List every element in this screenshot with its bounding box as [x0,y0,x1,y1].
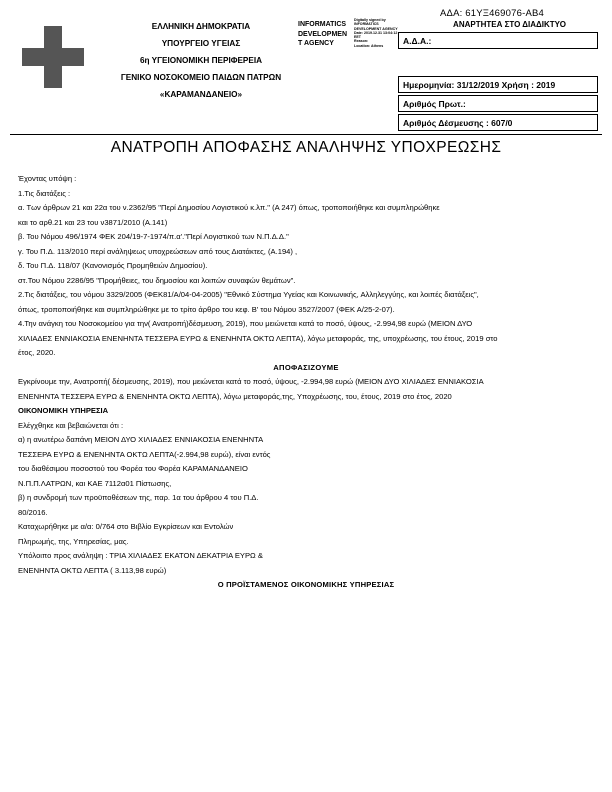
financial-line-2: α) η ανωτέρω δαπάνη ΜΕΙΟΝ ΔΥΟ ΧΙΛΙΑΔΕΣ ΕΝΝΙΑΚΟΣΙΑ ΕΝΕΝΗΝΤΑ [18,435,264,444]
ada-code-text: ΑΔΑ: 61ΥΞ469076-ΑΒ4 [440,8,544,19]
sig-line-1: Digitally signed by [354,18,386,22]
sig-line-5: EET [354,35,361,40]
document-body [18,172,594,593]
agency-line-2: DEVELOPMEN [298,30,348,38]
sig-line-4: Date: 2019.12.31 13:04:12 [354,30,398,35]
financial-line-4: του διαθέσιμου ποσοστού του Φορέα του Φορέα ΚΑΡΑΜΑΝΔΑΝΕΙΟ [18,464,248,473]
ada-field-box: Α.Δ.Α.: [398,32,598,49]
clause-1d: δ. Του Π.Δ. 118/07 (Κανονισμός Προμηθειών Δημοσίου). [18,261,208,270]
clause-4: 4.Την ανάγκη του Νοσοκομείου για την( Ανατροπή)δέσμευση, 2019), που μειώνεται κατά το ποσό, ύψους, -2.994,98 ευρώ (ΜΕΙΟΝ ΔΥΟ [18,319,473,328]
decision-heading: ΑΠΟΦΑΣΙΖΟΥΜΕ [273,362,339,372]
digital-signature-details [354,18,404,48]
document-header [14,18,398,118]
organization-block [106,18,296,103]
financial-line-9: Πληρωμής, της, Υπηρεσίας, μας. [18,536,129,546]
page-title: ΑΝΑΤΡΟΠΗ ΑΠΟΦΑΣΗΣ ΑΝΑΛΗΨΗΣ ΥΠΟΧΡΕΩΣΗΣ [110,139,502,156]
protocol-field-box: Αριθμός Πρωτ.: [398,95,598,112]
header-divider [10,134,602,135]
org-line-5: «ΚΑΡΑΜΑΝΔΑΝΕΙΟ» [159,90,243,99]
sig-line-6: Reason: [354,39,369,44]
signature-title: Ο ΠΡΟΪΣΤΑΜΕΝΟΣ ΟΙΚΟΝΟΜΙΚΗΣ ΥΠΗΡΕΣΙΑΣ [217,580,395,589]
financial-service-heading: ΟΙΚΟΝΟΜΙΚΗ ΥΠΗΡΕΣΙΑ [18,406,109,415]
financial-line-6: β) η συνδρομή των προϋποθέσεων της, παρ. 1α του άρθρου 4 του Π.Δ. [18,493,259,502]
clause-1b: β. Του Νόμου 496/1974 ΦΕΚ 204/19-7-1974/π.α'."Περί Λογιστικού των Ν.Π.Δ.Δ." [18,232,289,241]
financial-line-5: Ν.Π.Π.ΛΑΤΡΩΝ, και ΚΑΕ 7112α01 Πίστωσης, [18,478,172,488]
financial-line-3: ΤΕΣΣΕΡΑ ΕΥΡΩ & ΕΝΕΝΗΝΤΑ ΟΚΤΩ ΛΕΠΤΑ(-2.994,98 ευρώ), είναι εντός [18,449,271,459]
clause-2: 2.Τις διατάξεις, του νόμου 3329/2005 (ΦΕΚ81/Α/04-04-2005) "Εθνικό Σύστημα Υγείας και Κοινωνικής, Αλληλεγγύης, και λοιπές διατάξεις", [18,290,479,299]
intro-line: Έχοντας υπόψη : [18,174,77,183]
clause-1e: στ.Του Νόμου 2286/95 "Προμήθειες, του δημοσίου και λοιπών συναφών θεμάτων". [18,275,296,285]
commitment-number-box: Αριθμός Δέσμευσης : 607/0 [398,114,598,131]
org-line-4: ΓΕΝΙΚΟ ΝΟΣΟΚΟΜΕΙΟ ΠΑΙΔΩΝ ΠΑΤΡΩΝ [120,73,282,82]
org-line-3: 6η ΥΓΕΙΟΝΟΜΙΚΗ ΠΕΡΙΦΕΡΕΙΑ [139,56,263,65]
greek-cross-emblem-icon [22,26,84,88]
clause-4-cont1: ΧΙΛΙΑΔΕΣ ΕΝΝΙΑΚΟΣΙΑ ΕΝΕΝΗΝΤΑ ΤΕΣΣΕΡΑ ΕΥΡΩ & ΕΝΕΝΗΝΤΑ ΟΚΤΩ ΛΕΠΤΑ), λόγω μεταφοράς, της, υποχρέωσης, του έτους, 2019 στο [18,333,498,343]
financial-line-7: 80/2016. [18,507,48,517]
clause-1a-cont: και το αρθ.21 και 23 του ν3871/2010 (Α.141) [18,217,168,227]
signing-agency-label [298,20,362,49]
clause-4-cont2: έτος, 2020. [18,348,56,357]
financial-line-11: ΕΝΕΝΗΝΤΑ ΟΚΤΩ ΛΕΠΤΑ ( 3.113,98 ευρώ) [18,565,167,575]
date-field-box: Ημερομηνία: 31/12/2019 Χρήση : 2019 [398,76,598,93]
publication-notice: ΑΝΑΡΤΗΤΕΑ ΣΤΟ ΔΙΑΔΙΚΤΥΟ [422,20,597,29]
agency-line-1: INFORMATICS [298,21,347,28]
org-line-1: ΕΛΛΗΝΙΚΗ ΔΗΜΟΚΡΑΤΙΑ [151,22,251,31]
financial-line-8: Καταχωρήθηκε με α/α: 0/764 στο Βιβλίο Εγκρίσεων και Εντολών [18,522,234,531]
financial-line-10: Υπόλοιπο προς ανάληψη : ΤΡΙΑ ΧΙΛΙΑΔΕΣ ΕΚΑΤΟΝ ΔΕΚΑΤΡΙΑ ΕΥΡΩ & [18,551,263,560]
clause-1a: α. Των άρθρων 21 και 22α του ν.2362/95 "Περί Δημοσίου Λογιστικού κ.λπ." (Α 247) όπως, τροποποιήθηκε και συμπληρώθηκε [18,203,440,212]
clause-2-cont: όπως, τροποποιήθηκε και συμπληρώθηκε με το τρίτο άρθρο του κεφ. Β' του Νόμου 3527/2007 (ΦΕΚ Α/25-2-07). [18,304,395,314]
sig-line-3: DEVELOPMENT AGENCY [354,26,398,31]
clause-1: 1.Τις διατάξεις : [18,188,71,198]
agency-line-3: T AGENCY [298,40,334,47]
decision-line-1: Εγκρίνουμε την, Ανατροπή( δέσμευσης, 2019), που μειώνεται κατά το ποσό, ύψους, -2.994,98 ευρώ (ΜΕΙΟΝ ΔΥΟ ΧΙΛΙΑΔΕΣ ΕΝΝΙΑΚΟΣΙΑ [18,377,484,386]
org-line-2: ΥΠΟΥΡΓΕΙΟ ΥΓΕΙΑΣ [161,39,241,48]
sig-line-7: Location: Athens [354,43,384,48]
clause-1c: γ. Του Π.Δ. 113/2010 περί ανάληψεως υποχρεώσεων από τους Διατάκτες, (Α.194) , [18,246,298,256]
decision-line-2: ΕΝΕΝΗΝΤΑ ΤΕΣΣΕΡΑ ΕΥΡΩ & ΕΝΕΝΗΝΤΑ ΟΚΤΩ ΛΕΠΤΑ), λόγω μεταφοράς,της, Υποχρέωσης, του, έτους, 2019 στο έτος, 2020 [18,391,452,401]
financial-line-1: Ελέγχθηκε και βεβαιώνεται ότι : [18,420,124,430]
sig-line-2: INFORMATICS [354,22,379,27]
